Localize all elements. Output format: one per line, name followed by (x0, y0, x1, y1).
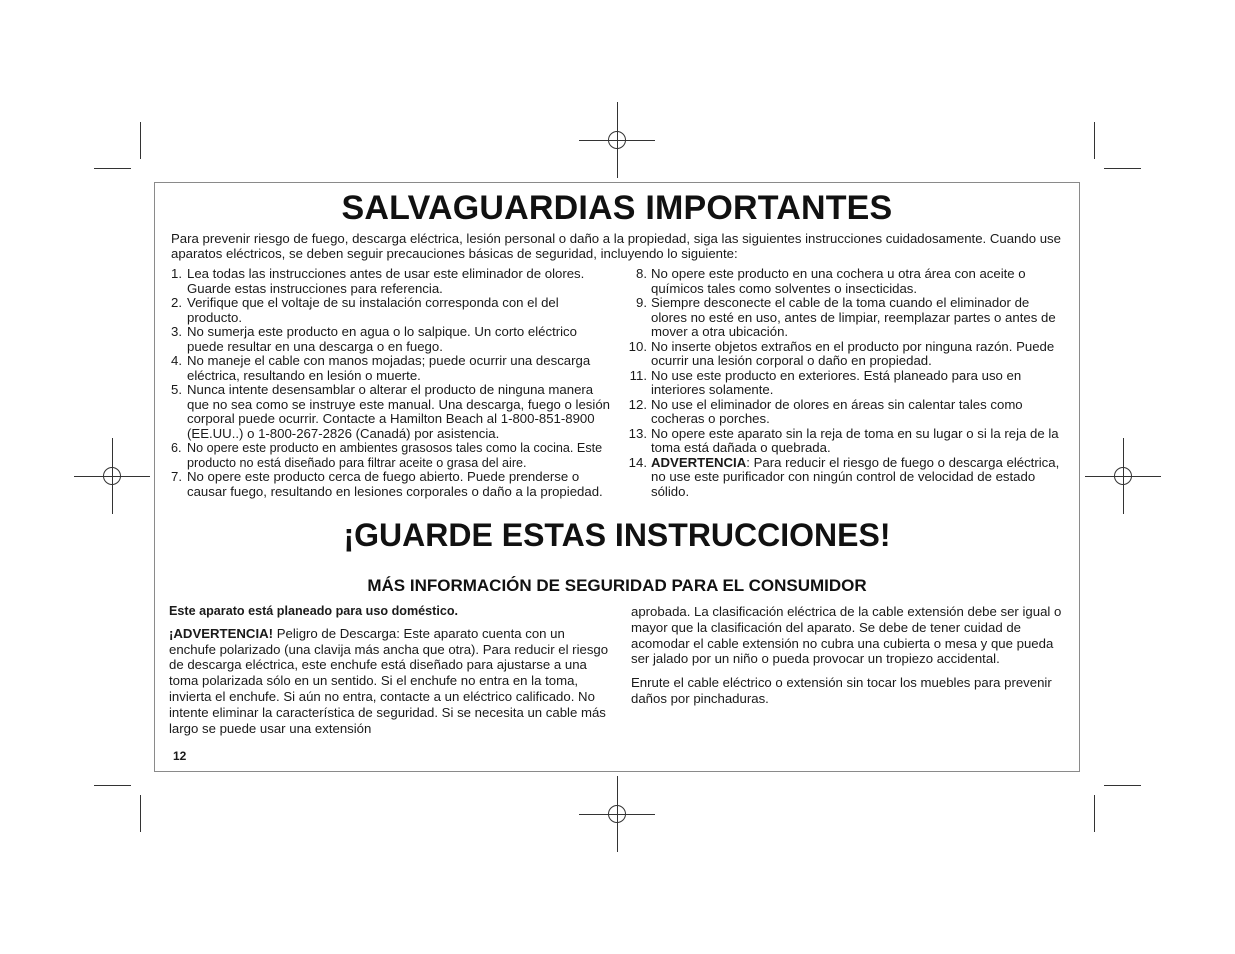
list-item: 12. No use el eliminador de olores en áreas sin calentar tales como cocheras o porches. (628, 396, 1023, 426)
guard-instructions-heading: ¡GUARDE ESTAS INSTRUCCIONES! (343, 517, 891, 553)
list-item: 3. No sumerja este producto en agua o lo salpique. Un corto eléctrico puede resultar en una descarga o en fuego. (171, 324, 577, 354)
domestic-use-note: Este aparato está planeado para uso doméstico. (169, 604, 459, 618)
crop-mark (1094, 122, 1095, 159)
crop-mark (1094, 795, 1095, 832)
safeguards-panel (154, 182, 1080, 772)
consumer-info-left (169, 604, 609, 736)
intro-paragraph: Para prevenir riesgo de fuego, descarga eléctrica, lesión personal o daño a la propiedad, siga las siguientes instrucciones cuidadosamente. Cuando use aparatos eléctricos, se deben seguir precauciones básicas de seguridad, incluyendo lo siguiente: (171, 231, 1061, 261)
list-item: 1. Lea todas las instrucciones antes de usar este eliminador de olores. Guarde estas instrucciones para referencia. (171, 266, 585, 296)
list-item: 10. No inserte objetos extraños en el producto por ninguna razón. Puede ocurrir una lesión corporal o daño en propiedad. (628, 338, 1055, 368)
registration-mark-right (1085, 438, 1161, 514)
page-number: 12 (173, 749, 187, 763)
crop-mark (94, 785, 131, 786)
list-item: 14. ADVERTENCIA: Para reducir el riesgo de fuego o descarga eléctrica, no use este purificador con ningún control de velocidad de estado sólido. (628, 454, 1060, 499)
consumer-info-right (631, 604, 1063, 707)
polarized-plug-warning: ¡ADVERTENCIA! Peligro de Descarga: Este aparato cuenta con un enchufe polarizado (una clavija más ancha que otra). Para reducir el riesgo de descarga eléctrica, este enchufe está diseñado para ajustarse a una toma polarizada sólo en un sentido. Si el enchufe no entra en la toma, invierta el enchufe. Si aún no entra, contacte a un eléctrico calificado. No intente eliminar la característica de seguridad. Si se necesita un cable más largo se puede usar una extensión (169, 625, 609, 736)
crop-mark (94, 168, 131, 169)
safeguards-list-right (628, 267, 1066, 499)
crop-mark (140, 122, 141, 159)
consumer-safety-heading: MÁS INFORMACIÓN DE SEGURIDAD PARA EL CONSUMIDOR (367, 576, 867, 595)
list-item: 7. No opere este producto cerca de fuego abierto. Puede prenderse o causar fuego, resultando en lesiones corporales o daño a la propiedad. (171, 469, 603, 499)
crop-mark (1104, 168, 1141, 169)
safeguards-list-left (171, 267, 611, 499)
list-item: 13. No opere este aparato sin la reja de toma en su lugar o si la reja de la toma está dañada o quebrada. (628, 425, 1059, 455)
list-item: 9. Siempre desconecte el cable de la toma cuando el eliminador de olores no esté en uso, antes de limpiar, reemplazar partes o antes de mover a otra ubicación. (636, 295, 1056, 339)
registration-mark-top (579, 102, 655, 178)
list-item: 5. Nunca intente desensamblar o alterar el producto de ninguna manera que no sea como se instruye este manual. Una descarga, fuego o lesión corporal puede ocurrir. Contacte a Hamilton Beach al 1-800-851-8900 (EE.UU..) o 1-800-267-2826 (Canadá) por asistencia. (171, 382, 610, 441)
crop-mark (1104, 785, 1141, 786)
list-item: 11. No use este producto en exteriores. Está planeado para uso en interiores solamente. (629, 367, 1022, 397)
page-title: SALVAGUARDIAS IMPORTANTES (341, 189, 893, 227)
extension-cord-paragraph: aprobada. La clasificación eléctrica de la cable extensión debe ser igual o mayor que la clasificación del aparato. Se debe de tener cuidad de acomodar el cable extensión no cubra una cubierta o mesa y que pueda ser jalado por un niño o pueda provocar un tropiezo accidental. (631, 604, 1062, 667)
list-item: 2. Verifique que el voltaje de su instalación corresponda con el del producto. (171, 295, 559, 325)
registration-mark-left (74, 438, 150, 514)
list-item: 8. No opere este producto en una cochera u otra área con aceite o químicos tales como solventes o insecticidas. (636, 266, 1026, 296)
list-item: 4. No maneje el cable con manos mojadas; puede ocurrir una descarga eléctrica, resultando en lesión o muerte. (171, 353, 591, 383)
crop-mark (140, 795, 141, 832)
registration-mark-bottom (579, 776, 655, 852)
cord-routing-paragraph: Enrute el cable eléctrico o extensión sin tocar los muebles para prevenir daños por pinchaduras. (631, 675, 1052, 706)
list-item: 6. No opere este producto en ambientes grasosos tales como la cocina. Este producto no está diseñado para filtrar aceite o grasa del aire. (171, 441, 603, 470)
